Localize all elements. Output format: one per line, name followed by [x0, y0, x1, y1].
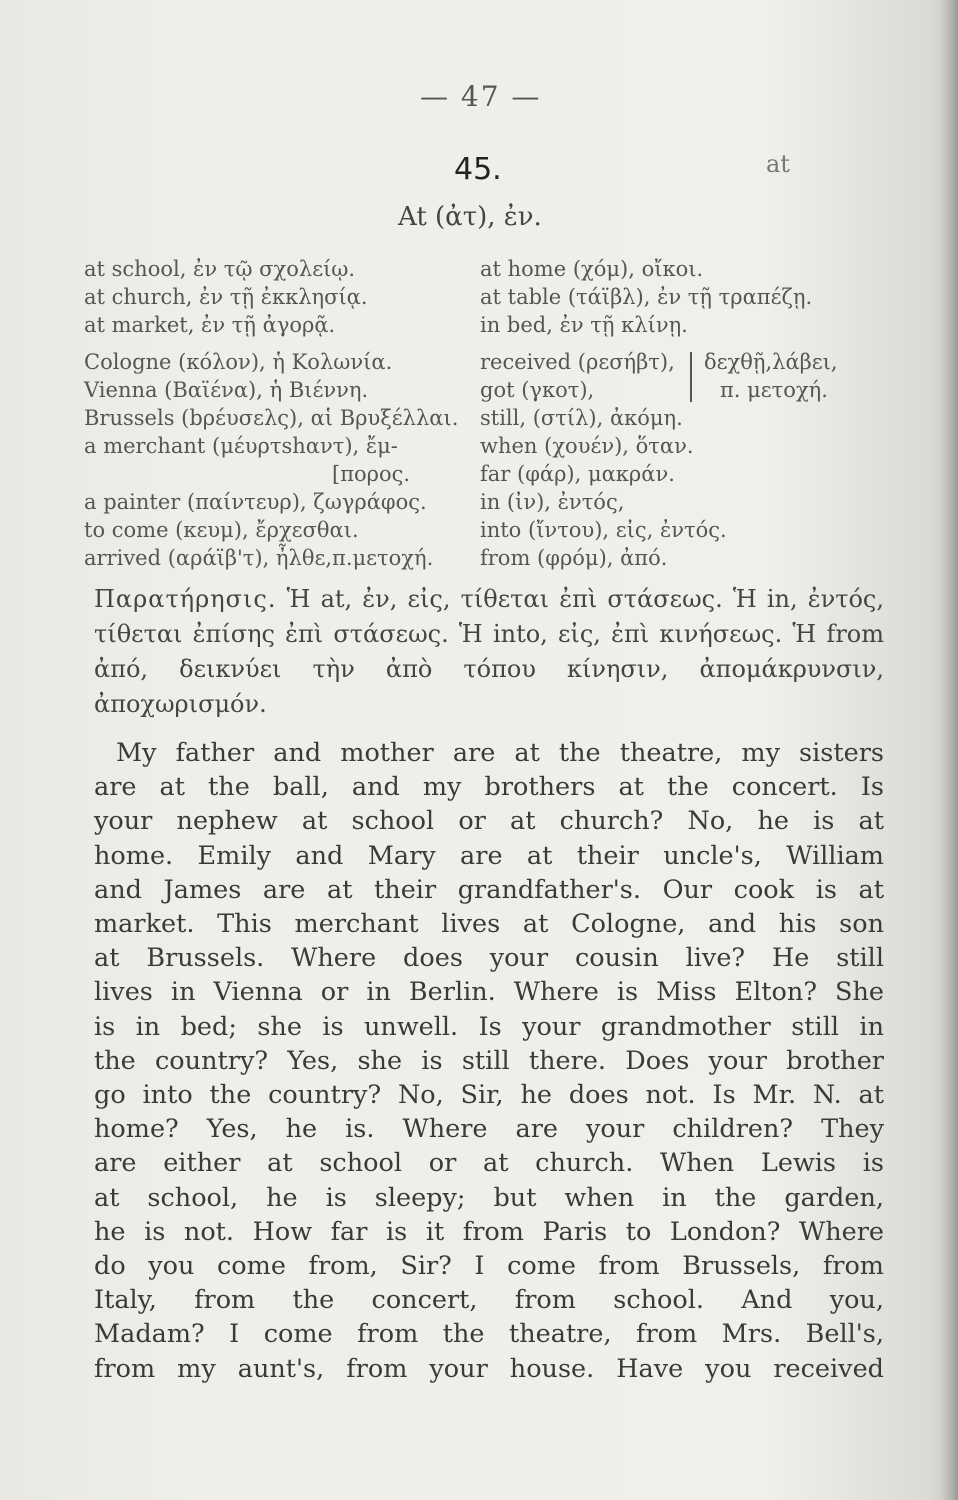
page-spine-shadow	[940, 0, 958, 1500]
vocab-entry: Cologne (κόλον), ἡ Κολωνία.	[84, 350, 393, 374]
passage-line: home? Yes, he is. Where are your children? They	[94, 1114, 884, 1145]
vocab-entry: got (γκοτ),	[480, 378, 595, 402]
passage-line: from my aunt's, from your house. Have you received	[94, 1353, 884, 1384]
passage-line: is in bed; she is unwell. Is your grandmother still in	[94, 1011, 884, 1042]
note-lead: Παρατήρησις.	[94, 585, 277, 613]
passage-line: at school, he is sleepy; but when in the garden,	[94, 1182, 884, 1213]
page-number: — 47 —	[420, 80, 542, 113]
vocab-entry: in bed, ἐν τῇ κλίνῃ.	[480, 313, 688, 337]
vocab-entry: arrived (αράϊβ'τ), ἦλθε,π.μετοχή.	[84, 546, 434, 570]
vocab-entry: far (φάρ), μακράν.	[480, 462, 675, 486]
note-text: Ἡ at, ἐν, εἰς, τίθεται ἐπὶ στάσεως. Ἡ in, ἐντός, τίθεται ἐπίσης ἐπὶ στάσεως. Ἡ into, εἰς, ἐπὶ κινήσεως. Ἡ from ἀπό, δεικνύει τὴν ἀπὸ τόπου κίνησιν, ἀπομάκρυνσιν, ἀποχωρισμόν.	[94, 585, 884, 718]
passage-line: and James are at their grandfather's. Our cook is at	[94, 874, 884, 905]
passage-line: lives in Vienna or in Berlin. Where is Miss Elton? She	[94, 977, 884, 1008]
passage-line: My father and mother are at the theatre, my sisters	[116, 738, 884, 768]
vocab-entry: from (φρόμ), ἀπό.	[480, 546, 668, 570]
passage-line: are at the ball, and my brothers at the concert. Is	[94, 772, 884, 803]
lesson-number: 45.	[454, 152, 502, 187]
vocab-entry: in (ἰν), ἐντός,	[480, 490, 625, 514]
vocab-entry: received (ρεσήβτ),	[480, 350, 675, 374]
vocab-right-top	[480, 255, 812, 339]
vocab-entry: at school, ἐν τῷ σχολείῳ.	[84, 257, 356, 281]
passage-line: he is not. How far is it from Paris to London? Where	[94, 1216, 884, 1247]
vocab-left-top	[84, 255, 368, 339]
passage-line: home. Emily and Mary are at their uncle's, William	[94, 840, 884, 871]
brace-mark	[690, 352, 698, 402]
running-head: at	[766, 150, 790, 178]
grammar-note	[94, 582, 884, 722]
passage-line: the country? Yes, she is still there. Does your brother	[94, 1045, 884, 1076]
passage-line: market. This merchant lives at Cologne, and his son	[94, 909, 884, 940]
vocab-left-bottom	[84, 348, 458, 572]
vocab-entry: into (ἴντου), εἰς, ἐντός.	[480, 518, 727, 542]
vocab-entry: a painter (παίντευρ), ζωγράφος.	[84, 490, 427, 514]
passage-line: Italy, from the concert, from school. And you,	[94, 1285, 884, 1316]
vocab-entry: at market, ἐν τῇ ἀγορᾷ.	[84, 313, 336, 337]
lesson-title: At (ἀτ), ἐν.	[398, 202, 542, 232]
vocab-entry: Brussels (bρέυσελς), αἱ Βρυξέλλαι.	[84, 406, 459, 430]
vocab-entry: at church, ἐν τῇ ἐκκλησίᾳ.	[84, 285, 368, 309]
vocab-entry: a merchant (μέυρτshαντ), ἔμ-	[84, 434, 398, 458]
passage-line: your nephew at school or at church? No, he is at	[94, 806, 884, 837]
vocab-entry: to come (κευμ), ἔρχεσθαι.	[84, 518, 359, 542]
vocab-entry-continuation: [πορος.	[332, 462, 411, 486]
brace-meaning-line: π. μετοχή.	[720, 378, 828, 402]
passage-line: at Brussels. Where does your cousin live? He still	[94, 943, 884, 974]
vocab-entry: still, (στίλ), ἀκόμη.	[480, 406, 683, 430]
passage-line: do you come from, Sir? I come from Brussels, from	[94, 1251, 884, 1282]
passage-line: are either at school or at church. When Lewis is	[94, 1148, 884, 1179]
passage-line: go into the country? No, Sir, he does not. Is Mr. N. at	[94, 1080, 884, 1111]
vocab-entry: at table (τάϊβλ), ἐν τῇ τραπέζῃ.	[480, 285, 813, 309]
vocab-entry: at home (χόμ), οἴκοι.	[480, 257, 704, 281]
vocab-entry: Vienna (Βαϊένα), ἡ Βιέννη.	[84, 378, 369, 402]
brace-meaning	[704, 348, 838, 404]
brace-meaning-line: δεχθῇ,λάβει,	[704, 350, 838, 374]
vocab-entry: when (χουέν), ὅταν.	[480, 434, 694, 458]
exercise-passage	[94, 736, 884, 1386]
passage-line: Madam? I come from the theatre, from Mrs. Bell's,	[94, 1319, 884, 1350]
